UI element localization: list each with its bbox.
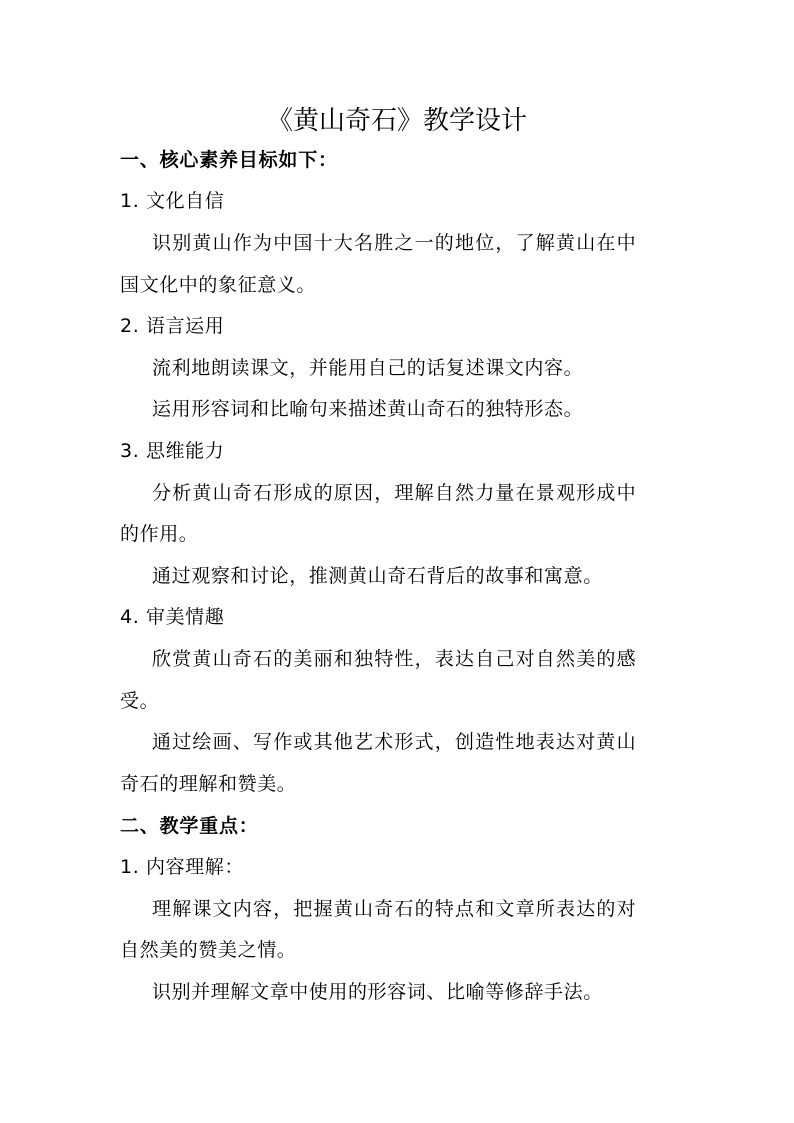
paragraph-line: 识别并理解文章中使用的形容词、比喻等修辞手法。 (152, 981, 603, 1003)
paragraph-line: 运用形容词和比喻句来描述黄山奇石的独特形态。 (152, 398, 584, 420)
paragraph-line: 分析黄山奇石形成的原因，理解自然力量在景观形成中 (152, 482, 637, 504)
document-title: 《黄山奇石》教学设计 (266, 106, 527, 136)
paragraph-line: 奇石的理解和赞美。 (120, 773, 297, 795)
item-label-thinking-ability: 3. 思维能力 (120, 440, 225, 462)
paragraph-line: 国文化中的象征意义。 (120, 274, 317, 296)
paragraph-line: 通过观察和讨论，推测黄山奇石背后的故事和寓意。 (152, 565, 603, 587)
paragraph-line: 欣赏黄山奇石的美丽和独特性，表达自己对自然美的感 (152, 648, 637, 670)
paragraph-line: 流利地朗读课文，并能用自己的话复述课文内容。 (152, 357, 584, 379)
paragraph-line: 理解课文内容，把握黄山奇石的特点和文章所表达的对 (152, 898, 637, 920)
item-label-content-understanding: 1. 内容理解： (120, 856, 244, 878)
section-heading-core-competency: 一、核心素养目标如下： (120, 149, 338, 171)
item-label-cultural-confidence: 1. 文化自信 (120, 190, 225, 212)
paragraph-line: 通过绘画、写作或其他艺术形式，创造性地表达对黄山 (152, 731, 637, 753)
paragraph-line: 的作用。 (120, 523, 199, 545)
paragraph-line: 识别黄山作为中国十大名胜之一的地位，了解黄山在中 (152, 232, 637, 254)
paragraph-line: 受。 (120, 690, 160, 712)
paragraph-line: 自然美的赞美之情。 (120, 939, 297, 961)
item-label-language-use: 2. 语言运用 (120, 315, 225, 337)
section-heading-teaching-focus: 二、教学重点： (120, 815, 259, 837)
item-label-aesthetic-interest: 4. 审美情趣 (120, 606, 225, 628)
